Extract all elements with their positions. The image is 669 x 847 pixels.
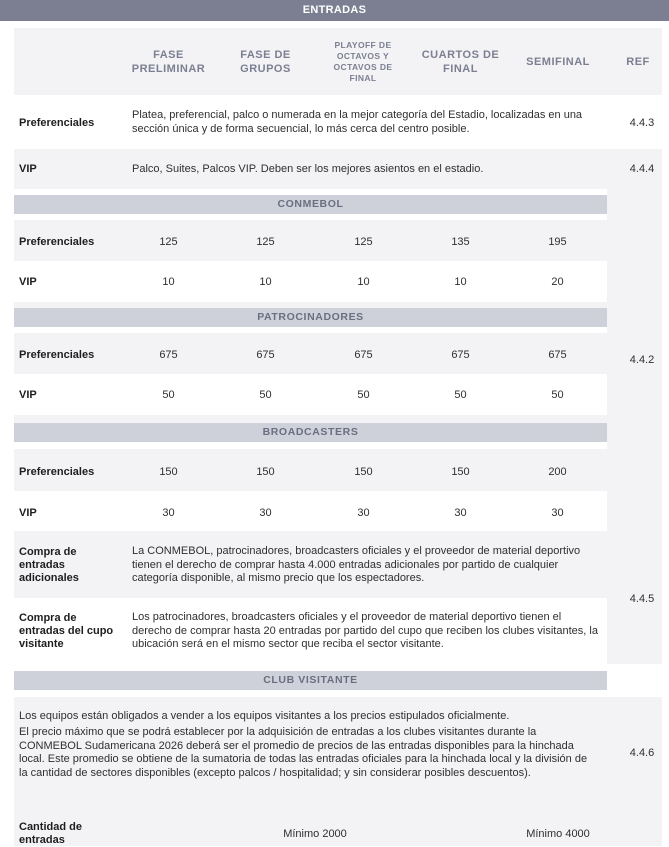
- row-label: Preferenciales: [19, 117, 95, 129]
- ref-value: 4.4.4: [629, 163, 655, 175]
- cell-value: 675: [256, 349, 275, 361]
- ref-value: 4.4.6: [629, 747, 655, 759]
- row-label: Compra de entradas adicionales: [19, 546, 79, 584]
- cell-value: 30: [259, 507, 272, 519]
- cell-value-min-2: Mínimo 4000: [526, 828, 590, 840]
- cell-value: 10: [162, 276, 175, 288]
- cell-value: 30: [454, 507, 467, 519]
- cell-value: 50: [551, 389, 564, 401]
- club-visitante-para-2: El precio máximo que se podrá establecer por la adquisición de entradas a los clubes visitantes durante la CONMEBOL Sudamericana 2026 deberá ser el promedio de precios de las entradas disponibles para la hinchada local. Este promedio se obtiene de la sumatoria de todas las entradas oficiales para la hinchada local y la división de la cantidad de sectores disponibles (excepto palcos / hospitalidad; y sin considerar posibles descuentos).: [19, 726, 588, 779]
- cell-value: 195: [548, 236, 567, 248]
- section-header-broadcasters: BROADCASTERS: [14, 423, 607, 442]
- cell-value: 135: [451, 236, 470, 248]
- section-spacer: [14, 415, 607, 423]
- ref-value: 4.4.5: [629, 593, 655, 605]
- section-header-club-visitante: CLUB VISITANTE: [14, 671, 607, 690]
- cell-value: 50: [259, 389, 272, 401]
- cell-value: 675: [159, 349, 178, 361]
- page-title: ENTRADAS: [302, 4, 367, 16]
- section-header-patrocinadores: PATROCINADORES: [14, 308, 607, 327]
- cell-value: 200: [548, 466, 567, 478]
- ref-value: 4.4.3: [629, 117, 655, 129]
- row-label: Preferenciales: [19, 236, 95, 248]
- cell-value: 30: [551, 507, 564, 519]
- cell-value: 125: [159, 236, 178, 248]
- row-label: VIP: [19, 507, 37, 519]
- cell-value: 10: [357, 276, 370, 288]
- cell-value: 10: [454, 276, 467, 288]
- row-text: Platea, preferencial, palco o numerada en la mejor categoría del Estadio, localizadas en una sección única y de forma secuencial, lo más cerca del centro posible.: [132, 109, 583, 135]
- row-label: Compra de entradas del cupo visitante: [19, 612, 114, 650]
- row-label: VIP: [19, 163, 37, 175]
- row-label: Cantidad de entradas: [19, 821, 82, 846]
- cell-value: 150: [159, 466, 178, 478]
- row-text: Los patrocinadores, broadcasters oficiales y el proveedor de material deportivo tienen el derecho de comprar hasta 20 entradas por partido del cupo que reciben los clubes visitantes, la ubicación será en el mismo sector que reciba el sector visitante.: [132, 611, 598, 650]
- row-text: La CONMEBOL, patrocinadores, broadcasters oficiales y el proveedor de material deportivo tienen el derecho de comprar hasta 4.000 entradas adicionales por partido de cualquier categoría disponible, al mismo precio que los espectadores.: [132, 545, 581, 584]
- column-fase-grupos: FASE DE GRUPOS: [240, 48, 291, 75]
- cell-value: 50: [454, 389, 467, 401]
- row-label: Preferenciales: [19, 466, 95, 478]
- cell-value-min-1: Mínimo 2000: [283, 828, 347, 840]
- column-playoff: PLAYOFF DE OCTAVOS Y OCTAVOS DE FINAL: [333, 39, 393, 83]
- row-label: VIP: [19, 389, 37, 401]
- column-semifinal: SEMIFINAL: [526, 55, 590, 68]
- section-header-conmebol: CONMEBOL: [14, 195, 607, 214]
- column-cuartos: CUARTOS DE FINAL: [421, 48, 500, 75]
- cell-value: 20: [551, 276, 564, 288]
- row-label: VIP: [19, 276, 37, 288]
- cell-value: 30: [162, 507, 175, 519]
- cell-value: 50: [162, 389, 175, 401]
- cell-value: 675: [451, 349, 470, 361]
- ref-value: 4.4.2: [629, 354, 655, 366]
- cell-value: 675: [548, 349, 567, 361]
- column-ref: REF: [626, 55, 650, 68]
- cell-value: 50: [357, 389, 370, 401]
- row-text: Palco, Suites, Palcos VIP. Deben ser los mejores asientos en el estadio.: [132, 163, 484, 175]
- cell-value: 150: [354, 466, 373, 478]
- column-fase-preliminar: FASE PRELIMINAR: [131, 48, 206, 75]
- cell-value: 125: [354, 236, 373, 248]
- cell-value: 675: [354, 349, 373, 361]
- cell-value: 125: [256, 236, 275, 248]
- club-visitante-para-1: Los equipos están obligados a vender a los equipos visitantes a los precios estipulados oficialmente.: [19, 710, 510, 722]
- cell-value: 10: [259, 276, 272, 288]
- cell-value: 150: [256, 466, 275, 478]
- cell-value: 30: [357, 507, 370, 519]
- row-label: Preferenciales: [19, 349, 95, 361]
- cell-value: 150: [451, 466, 470, 478]
